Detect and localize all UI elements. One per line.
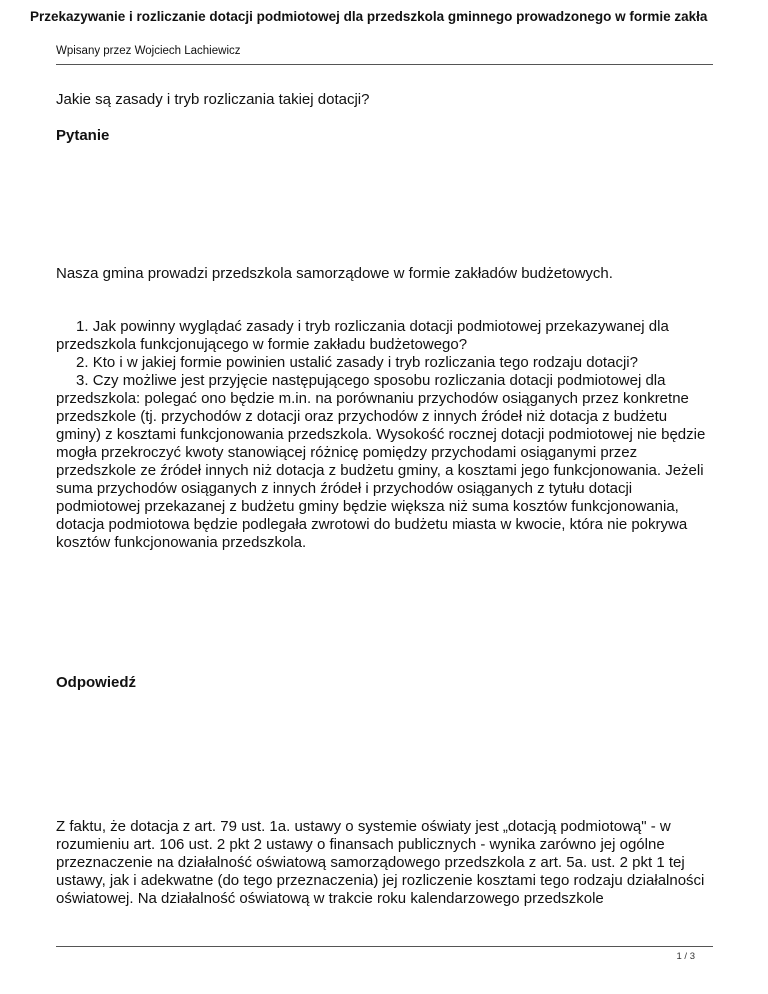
- question-list: [56, 318, 716, 552]
- header-divider: [56, 64, 713, 65]
- answer-heading: Odpowiedź: [56, 674, 136, 691]
- list-item-text: Kto i w jakiej formie powinien ustalić zasady i tryb rozliczania tego rodzaju dotacji?: [92, 354, 638, 371]
- list-item-text: Jak powinny wyglądać zasady i tryb rozliczania dotacji podmiotowej przekazywanej dla przedszkola funkcjonującego w formie zakładu budżetowego?: [56, 318, 669, 353]
- list-item-number: 2.: [76, 354, 89, 371]
- answer-paragraph: Z faktu, że dotacja z art. 79 ust. 1a. ustawy o systemie oświaty jest „dotacją podmiotową" - w rozumieniu art. 106 ust. 2 pkt 2 ustawy o finansach publicznych - wynika zarówno jej ogólne przeznaczenie na działalność oświatową samorządowego przedszkola z art. 5a. ust. 2 pkt 1 tej ustawy, jak i adekwatne (do tego przeznaczenia) jej rozliczenie kosztami tego rodzaju działalności oświatowej. Na działalność oświatową w trakcie roku kalendarzowego przedszkole: [56, 818, 705, 907]
- author-line: Wpisany przez Wojciech Lachiewicz: [56, 45, 241, 57]
- page-number: 1 / 3: [676, 951, 695, 962]
- list-item-number: 1.: [76, 318, 89, 335]
- question-intro: Jakie są zasady i tryb rozliczania takiej dotacji?: [56, 91, 370, 108]
- list-item: [56, 354, 716, 372]
- list-item: [56, 372, 716, 552]
- question-heading: Pytanie: [56, 127, 110, 144]
- list-item-number: 3.: [76, 372, 89, 389]
- list-item-text: Czy możliwe jest przyjęcie następującego sposobu rozliczania dotacji podmiotowej dla przedszkola: polegać ono będzie m.in. na porównaniu przychodów osiąganych przez konkretne przedszkole (tj. przychodów z dotacji oraz przychodów z innych źródeł niż dotacja z budżetu gminy) z kosztami funkcjonowania przedszkola. Wysokość rocznej dotacji podmiotowej nie będzie mogła przekroczyć kwoty stanowiącej różnicę pomiędzy przychodami osiąganymi przez przedszkole ze źródeł innych niż dotacja z budżetu gminy, a kosztami jego funkcjonowania. Jeżeli suma przychodów osiąganych z innych źródeł i przychodów osiąganych z tytułu dotacji podmiotowej przekazanej z budżetu gminy będzie większa niż suma kosztów funkcjonowania, dotacja podmiotowa będzie podlegała zwrotowi do budżetu miasta w kwocie, która nie pokrywa kosztów funkcjonowania przedszkola.: [56, 372, 706, 551]
- list-item: [56, 318, 716, 354]
- footer-divider: [56, 946, 713, 947]
- paragraph-municipality: Nasza gmina prowadzi przedszkola samorządowe w formie zakładów budżetowych.: [56, 265, 613, 282]
- document-title: Przekazywanie i rozliczanie dotacji podmiotowej dla przedszkola gminnego prowadzonego w formie zakła: [30, 9, 708, 24]
